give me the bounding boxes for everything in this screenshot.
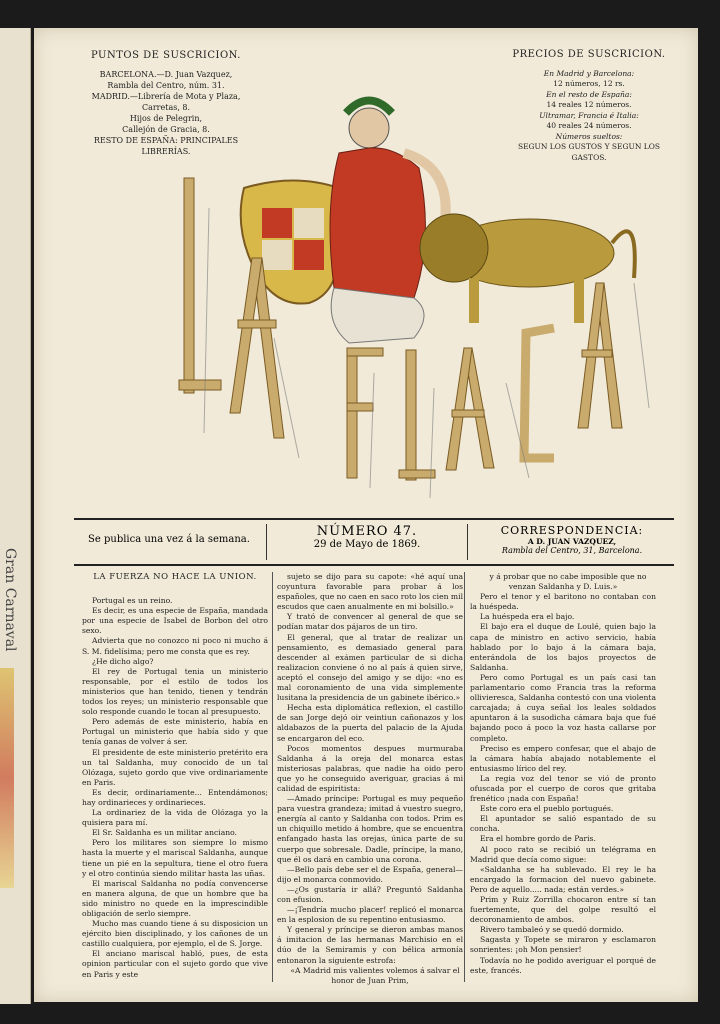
- subscription-line: MADRID.—Librería de Mota y Plaza,: [91, 92, 241, 101]
- article-paragraph: Prim y Ruiz Zorrilla chocaron entre sí tan fuertemente, que del golpe resultó el decoronamiento de ambos.: [470, 895, 656, 925]
- article-column-2: [277, 572, 463, 986]
- article-verse: «A Madrid mis valientes volemos á salvar el honor de Juan Prim,: [290, 965, 460, 985]
- subscription-line: LIBRERÍAS.: [141, 147, 191, 156]
- article-paragraph: Pocos momentos despues murmuraba Saldanha á la oreja del monarca estas misteriosas palabras, que nadie ha oido pero que yo he conseguido averiguar, gracias á mi calidad de espiritista:: [277, 743, 463, 793]
- article-paragraph: El rey de Portugal tenia un ministerio responsable, por el estilo de todos los ministerios que han tenido, tienen y tendrán todos los reyes; un ministerio responsable que solo responde cuando le tocan al presupuesto.: [82, 666, 268, 717]
- article-paragraph: Y trató de convencer al general de que se podían matar dos pájaros de un tiro.: [277, 612, 463, 632]
- article-paragraph: Rivero tambaleó y se quedó dormido.: [480, 925, 624, 935]
- column-divider: [464, 572, 465, 982]
- subscription-line: Callejón de Gracia, 8.: [122, 125, 210, 134]
- article-paragraph: Portugal es un reino.: [92, 596, 173, 606]
- correspondence-recipient: A D. JUAN VAZQUEZ,: [527, 537, 617, 546]
- publication-frequency: Se publica una vez á la semana.: [88, 534, 250, 545]
- article-paragraph: —¿Os gustaría ir allá? Preguntó Saldanha con efusion.: [277, 884, 463, 904]
- article-paragraph: La ordinariez de la vida de Olózaga yo la quisiera para mí.: [82, 808, 268, 828]
- article-paragraph: «Saldanha se ha sublevado. El rey le ha encargado la formacion del nuevo gabinete. Pero de aquello..... nada; están verdes.»: [470, 864, 656, 894]
- article-paragraph: Pero el tenor y el baritono no contaban con la huéspeda.: [470, 592, 656, 612]
- issue-number: NÚMERO 47.: [316, 524, 418, 539]
- article-column-1: [82, 572, 268, 980]
- issue-info-bar: [74, 518, 674, 566]
- article-paragraph: El bajo era el duque de Loulé, quien bajo la capa de ministro en activo servicio, había hablado por lo bajo á la cámara baja, enterándola de los bajos proyectos de Saldanha.: [470, 622, 656, 672]
- seated-spain-figure: [330, 101, 446, 344]
- article-paragraph: Y general y príncipe se dieron ambas manos á imitacion de las hermanas Marchisio en el dúo de la Semiramis y con bélica armonía entonaron la siguiente estrofa:: [277, 925, 463, 965]
- subscription-line: Rambla del Centro, núm. 31.: [107, 81, 225, 90]
- correspondence-title: CORRESPONDENCIA:: [500, 524, 644, 537]
- article-paragraph: Advierta que no conozco ni poco ni mucho á S. M. fidelísima; pero me consta que es rey.: [82, 636, 268, 656]
- adjacent-page-text: Gran Carnaval: [2, 548, 18, 652]
- article-verse: y á probar que no cabe imposible que no venzan Saldanha y D. Luis.»: [489, 572, 647, 592]
- article-paragraph: ¿He dicho algo?: [92, 656, 154, 666]
- article-paragraph: Es decir, es una especie de España, mandada por una especie de Isabel de Borbon del otro sexo.: [82, 606, 268, 636]
- article-paragraph: Era el hombre gordo de Paris.: [480, 834, 596, 844]
- article-paragraph: El Sr. Saldanha es un militar anciano.: [92, 828, 237, 838]
- article-paragraph: Todavía no he podido averiguar el porqué de este, francés.: [470, 955, 656, 975]
- price-line: SEGUN LOS GUSTOS Y SEGUN LOS GASTOS.: [517, 142, 661, 162]
- article-paragraph: El general, que al tratar de realizar un pensamiento, es demasiado general para descender al exámen particular de si dicha realizacion conviene ó no al país á quien sirve, aceptó el consejo del amigo y se dijo: «no es mal coronamiento de una vida simplemente lusitana la presidencia de un gabinete ibérico.»: [277, 632, 463, 703]
- issue-number-block: [266, 524, 468, 560]
- article-paragraph: El apuntador se salió espantado de su concha.: [470, 814, 656, 834]
- article-paragraph: —Amado príncipe: Portugal es muy pequeño para vuestra grandeza; imitad á vuestro suegro, energía al canto y Saldanha con todos. Prim es un chiquillo metido á hombre, que se encuentra enfangado hasta las orejas, única parte de su cuerpo que sobresale. Dadle, príncipe, la mano, que él os dará en cambio una corona.: [277, 794, 463, 864]
- article-paragraph: Al poco rato se recibió un telégrama en Madrid que decía como sigue:: [470, 844, 656, 864]
- subscription-prices-title: PRECIOS DE SUSCRICION.: [512, 49, 666, 60]
- subscription-line: Hijos de Pelegrin,: [129, 114, 203, 123]
- subscription-points-title: PUNTOS DE SUSCRICION.: [91, 50, 241, 61]
- article-paragraph: Este coro era el pueblo portugués.: [480, 804, 614, 814]
- price-line: Ultramar, Francia é Italia:: [539, 110, 639, 120]
- price-line: En el resto de España:: [546, 89, 632, 99]
- article-paragraph: —Bello país debe ser el de España, general—dijo el monarca conmovido.: [277, 864, 463, 884]
- article-paragraph: El mariscal Saldanha no podía convencerse en manera alguna, de que un hombre que ha sido ministro no quede en la imprescindible obligación de serlo siempre.: [82, 878, 268, 918]
- article-paragraph: Es decir, ordinariamente... Entendámonos; hay ordinarieces y ordinarieces.: [82, 787, 268, 807]
- article-paragraph: Sagasta y Topete se miraron y esclamaron sonrientes: ¡oh Mon pensier!: [470, 935, 656, 955]
- adjacent-page-illustration: [0, 668, 14, 888]
- price-line: 14 reales 12 números.: [546, 100, 632, 109]
- article-paragraph: —¡Tendría mucho placer! replicó el monarca en la esplosion de su repentino entusiasmo.: [277, 905, 463, 925]
- subscription-line: BARCELONA.—D. Juan Vazquez,: [99, 70, 233, 79]
- article-paragraph: El presidente de este ministerio pretérito era un tal Saldanha, muy conocido de un tal Olózaga, sujeto gordo que vive ordinariamente en Paris.: [82, 747, 268, 787]
- price-line: Números sueltos:: [555, 131, 623, 141]
- correspondence-address: Rambla del Centro, 31, Barcelona.: [501, 546, 643, 555]
- article-paragraph: La regia voz del tenor se vió de pronto ofuscada por el cuerpo de coros que gritaba frenético ¡nada con España!: [470, 773, 656, 804]
- article-paragraph: Pero como Portugal es un país casi tan parlamentario como Francia tras la reforma ollivieresca, Saldanha contestó con una violenta carcajada; á cuya señal los leales soldados apuntaron á la susodicha cámara baja que fué bajando poco á poco la voz hasta callarse por completo.: [470, 672, 656, 743]
- article-paragraph: sujeto se dijo para su capote: «hé aquí una coyuntura favorable para probar á los españoles, que no caen en saco roto los cien mil escudos que caen anualmente en mi bolsillo.»: [277, 572, 463, 612]
- subscription-line: Carretas, 8.: [141, 103, 191, 112]
- article-paragraph: Preciso es empero confesar, que el abajo de la cámara había abajado notablemente el entusiasmo lírico del rey.: [470, 743, 656, 773]
- article-paragraph: El anciano mariscal habló, pues, de esta opinion particular con el sujeto gordo que vive en Paris y este: [82, 949, 268, 979]
- price-line: En Madrid y Barcelona:: [543, 68, 635, 78]
- masthead-illustration: [134, 58, 654, 518]
- article-column-3: [470, 572, 656, 976]
- article-paragraph: Pero además de este ministerio, había en Portugal un ministerio que había sido y que tenía ganas de volver á ser.: [82, 717, 268, 747]
- article-paragraph: La huéspeda era el bajo.: [480, 612, 575, 622]
- issue-date: 29 de Mayo de 1869.: [313, 539, 421, 550]
- subscription-line: RESTO DE ESPAÑA: PRINCIPALES: [93, 136, 239, 145]
- newspaper-page: [34, 28, 698, 1002]
- article-paragraph: Pero los militares son siempre lo mismo hasta la muerte y el mariscal Saldanha, aunque tiene un pié en la sepultura, tiene el otro fuera y el otro continúa siendo militar hasta las uñas.: [82, 838, 268, 878]
- article-paragraph: Mucho mas cuando tiene á su disposicion un ejército bien disciplinado, y los cañones de un castillo cualquiera, por ejemplo, el de S. Jorge.: [82, 919, 268, 949]
- article-paragraph: Hecha esta diplomática reflexion, el castillo de san Jorge dejó oir veintiun cañonazos y los aldabazos de la puerta del palacio de la Ajuda se encargaron del eco.: [277, 703, 463, 743]
- article-title: LA FUERZA NO HACE LA UNION.: [93, 572, 257, 582]
- price-line: 40 reales 24 números.: [546, 121, 632, 130]
- adjacent-page-strip: [0, 28, 31, 1004]
- correspondence-block: [470, 524, 674, 555]
- column-divider: [272, 572, 273, 982]
- price-line: 12 números, 12 rs.: [553, 79, 625, 88]
